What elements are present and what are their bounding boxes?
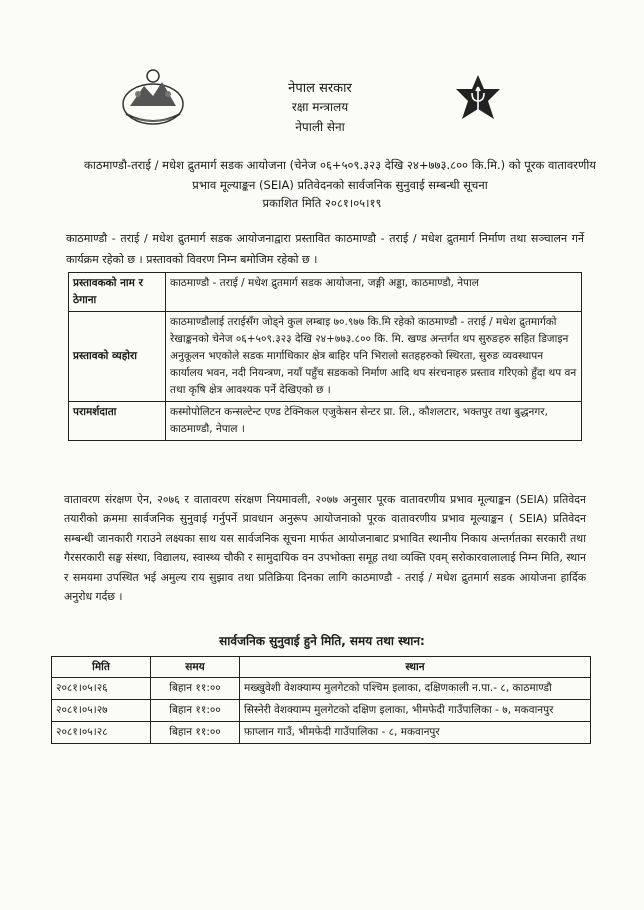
table-row xyxy=(69,402,582,441)
proposer-label: प्रस्तावकको नाम र ठेगाना xyxy=(69,273,166,312)
header-ministry: रक्षा मन्त्रालय xyxy=(291,100,349,114)
header-government: नेपाल सरकार xyxy=(288,81,352,96)
table-row xyxy=(52,700,591,722)
body-paragraph: वातावरण संरक्षण ऐन, २०७६ र वातावरण संरक्षण नियमावली, २०७७ अनुसार पूरक वातावरणीय प्रभाव मूल्याङ्कन (SEIA) प्रतिवेदन तयारीको क्रममा सार्वजनिक सुनुवाई गर्नुपर्ने प्रावधान अनुरूप आयोजनाको पूरक वातावरणीय प्रभाव मूल्याङ्कन ( SEIA) प्रतिवेदन सम्बन्धी जानकारी गराउने लक्ष्यका साथ यस सार्वजनिक सूचना मार्फत आयोजनाबाट प्रभावित स्थानीय निकाय अन्तर्गतका सरकारी तथा गैरसरकारी सङ्घ संस्था, विद्यालय, स्वास्थ्य चौकी र सामुदायिक वन उपभोक्ता समूह तथा व्यक्ति एवम् सरोकारवालालाई निम्न मिति, स्थान र समयमा उपस्थित भई अमुल्य राय सुझाव तथा प्रतिक्रिया दिनका लागि काठमाण्डौ - तराई / मधेश द्रुतमार्ग सडक आयोजना हार्दिक अनुरोध गर्दछ । xyxy=(64,493,586,604)
consultant-value: कस्मोपोलिटन कन्सल्टेन्ट एण्ड टेक्निकल एजुकेसन सेन्टर प्रा. लि., कौशलटार, भक्तपुर तथा बुद्धनगर, काठमाण्डौ, नेपाल । xyxy=(166,402,582,441)
published-date: प्रकाशित मिति २०८१।०५।१९ xyxy=(262,196,382,210)
nepal-government-emblem-icon xyxy=(118,66,188,128)
notice-title: काठमाण्डौ-तराई / मधेश द्रुतमार्ग सडक आयोजना (चेनेज ०६+५०९.३२३ देखि २४+७७३.८०० कि.मि.) को पूरक वातावरणीय प्रभाव मूल्याङ्कन (SEIA) प्रतिवेदनको सार्वजनिक सुनुवाई सम्बन्धी सूचना xyxy=(84,158,596,192)
date-cell: २०८१।०५।२७ xyxy=(52,700,151,722)
time-cell: बिहान ११:०० xyxy=(151,678,240,700)
table-row xyxy=(69,312,582,402)
time-header: समय xyxy=(151,657,240,678)
date-header: मिति xyxy=(52,657,151,678)
consultant-label: परामर्शदाता xyxy=(69,402,166,441)
time-cell: बिहान ११:०० xyxy=(151,722,240,744)
place-header: स्थान xyxy=(240,657,591,678)
proposer-value: काठमाण्डौ - तराई / मधेश द्रुतमार्ग सडक आयोजना, जङ्गी अड्डा, काठमाण्डौ, नेपाल xyxy=(166,273,582,312)
table-row xyxy=(69,273,582,312)
date-cell: २०८१।०५।२८ xyxy=(52,722,151,744)
table-header-row xyxy=(52,657,591,678)
schedule-table xyxy=(51,656,591,744)
table-row xyxy=(52,678,591,700)
place-cell: मख्खुवेशी वेशक्याम्प मुलगेटको पश्चिम इलाका, दक्षिणकाली न.पा.- ८, काठमाण्डौ xyxy=(240,678,591,700)
time-cell: बिहान ११:०० xyxy=(151,700,240,722)
intro-paragraph: काठमाण्डौ - तराई / मधेश द्रुतमार्ग सडक आयोजनाद्वारा प्रस्तावित काठमाण्डौ - तराई / मधेश द्रुतमार्ग निर्माण तथा सञ्चालन गर्ने कार्यक्रम रहेको छ । प्रस्तावको विवरण निम्न बमोजिम रहेको छ । xyxy=(66,232,584,266)
date-cell: २०८१।०५।२६ xyxy=(52,678,151,700)
place-cell: फाप्लान गाउँ, भीमफेदी गाउँपालिका - ८, मकवानपुर xyxy=(240,722,591,744)
proposal-table xyxy=(68,272,582,441)
nepali-army-emblem-icon xyxy=(454,75,502,127)
header-army: नेपाली सेना xyxy=(295,120,345,134)
proposal-description-label: प्रस्तावको व्यहोरा xyxy=(69,312,166,402)
proposal-description-value: काठमाण्डौलाई तराईसँग जोड्ने कुल लम्बाइ ७०.९७७ कि.मि रहेको काठमाण्डौ - तराई / मधेश द्रुतमार्गको रेखाङ्कनको चेनेज ०६+५०९.३२३ देखि २४+७७३.८०० कि. मि. खण्ड अन्तर्गत थप सुरुङहरु सहित डिजाइन अनुकूलन भएकोले सडक मार्गाधिकार क्षेत्र बाहिर पनि भिरालो सतहहरुको स्थिरता, सुरुङ व्यवस्थापन कार्यालय भवन, नदी नियन्त्रण, नयाँ पहुँच सडकको निर्माण आदि थप संरचनाहरु प्रस्ताव गरिएको हुँदा थप वन तथा कृषि क्षेत्र आवश्यक पर्ने देखिएको छ । xyxy=(166,312,582,402)
place-cell: सिस्नेरी वेशक्याम्प मुलगेटको दक्षिण इलाका, भीमफेदी गाउँपालिका - ७, मकवानपुर xyxy=(240,700,591,722)
schedule-title: सार्वजनिक सुनुवाई हुने मिति, समय तथा स्थान: xyxy=(219,634,425,648)
table-row xyxy=(52,722,591,744)
